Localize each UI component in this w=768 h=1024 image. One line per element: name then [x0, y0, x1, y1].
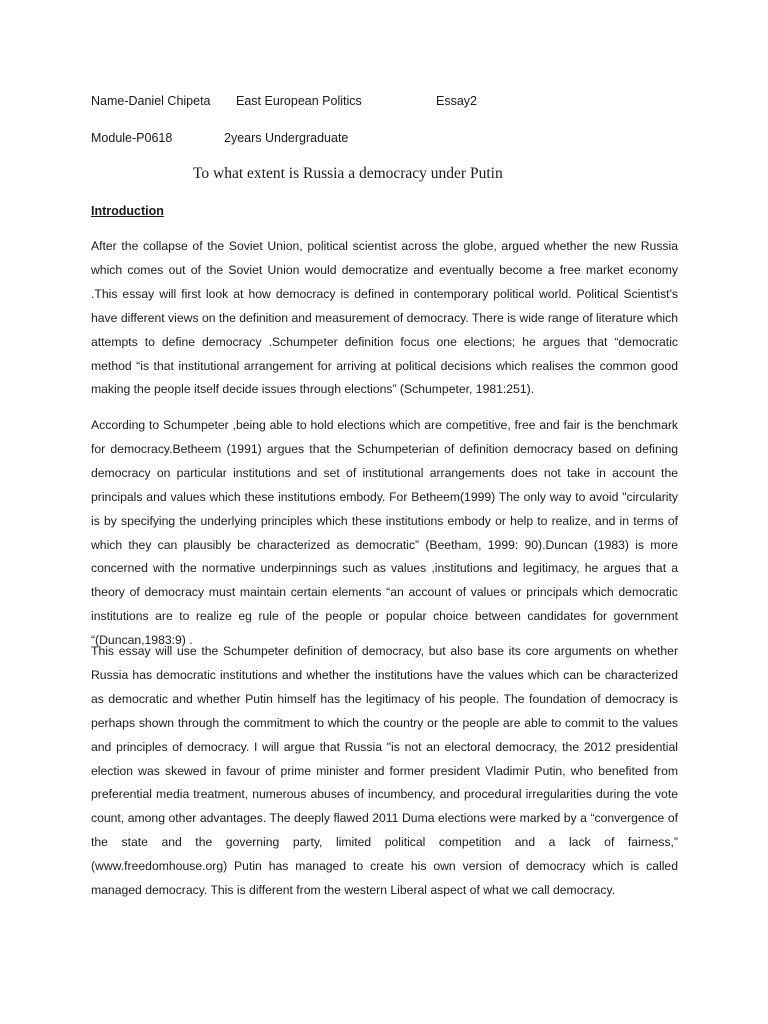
section-heading: Introduction	[91, 204, 164, 218]
paragraph: This essay will use the Schumpeter definition of democracy, but also base its core arguments on whether Russia has democratic institutions and whether the institutions have the values which can be characterized as democratic and whether Putin himself has the legitimacy of his people. The foundation of democracy is perhaps shown through the commitment to which the country or the people are able to commit to the values and principles of democracy. I will argue that Russia "is not an electoral democracy, the 2012 presidential election was skewed in favour of prime minister and former president Vladimir Putin, who benefited from preferential media treatment, numerous abuses of incumbency, and procedural irregularities during the vote count, among other advantages. The deeply flawed 2011 Duma elections were marked by a “convergence of the state and the governing party, limited political competition and a lack of fairness,” (www.freedomhouse.org) Putin has managed to create his own version of democracy which is called managed democracy. This is different from the western Liberal aspect of what we call democracy.	[91, 644, 678, 898]
paragraph: After the collapse of the Soviet Union, political scientist across the globe, argued whether the new Russia which comes out of the Soviet Union would democratize and eventually become a free market economy .This essay will first look at how democracy is defined in contemporary political world. Political Scientist's have different views on the definition and measurement of democracy. There is wide range of literature which attempts to define democracy .Schumpeter definition focus one elections; he argues that “democratic method “is that institutional arrangement for arriving at political decisions which realises the common good making the people itself decide issues through elections” (Schumpeter, 1981:251).	[91, 239, 678, 397]
essay-title: To what extent is Russia a democracy under Putin	[193, 165, 503, 182]
paragraph: According to Schumpeter ,being able to hold elections which are competitive, free and fair is the benchmark for democracy.Betheem (1991) argues that the Schumpeterian of definition democracy based on defining democracy on particular institutions and set of institutional arrangements does not take in account the principals and values which these institutions embody. For Betheem(1999) The only way to avoid "circularity is by specifying the underlying principles which these institutions embody or help to realize, and in terms of which they can plausibly be characterized as democratic” (Beetham, 1999: 90).Duncan (1983) is more concerned with the normative underpinnings such as values ,institutions and legitimacy, he argues that a theory of democracy must maintain certain elements “an account of values or principals which democratic institutions are to realize eg rule of the people or popular choice between candidates for government “(Duncan,1983:9) .	[91, 418, 678, 648]
author-name: Name-Daniel Chipeta	[91, 94, 211, 108]
assignment-label: Essay2	[436, 94, 477, 108]
study-level: 2years Undergraduate	[224, 131, 349, 145]
module-code: Module-P0618	[91, 131, 173, 145]
course-name: East European Politics	[236, 94, 362, 108]
